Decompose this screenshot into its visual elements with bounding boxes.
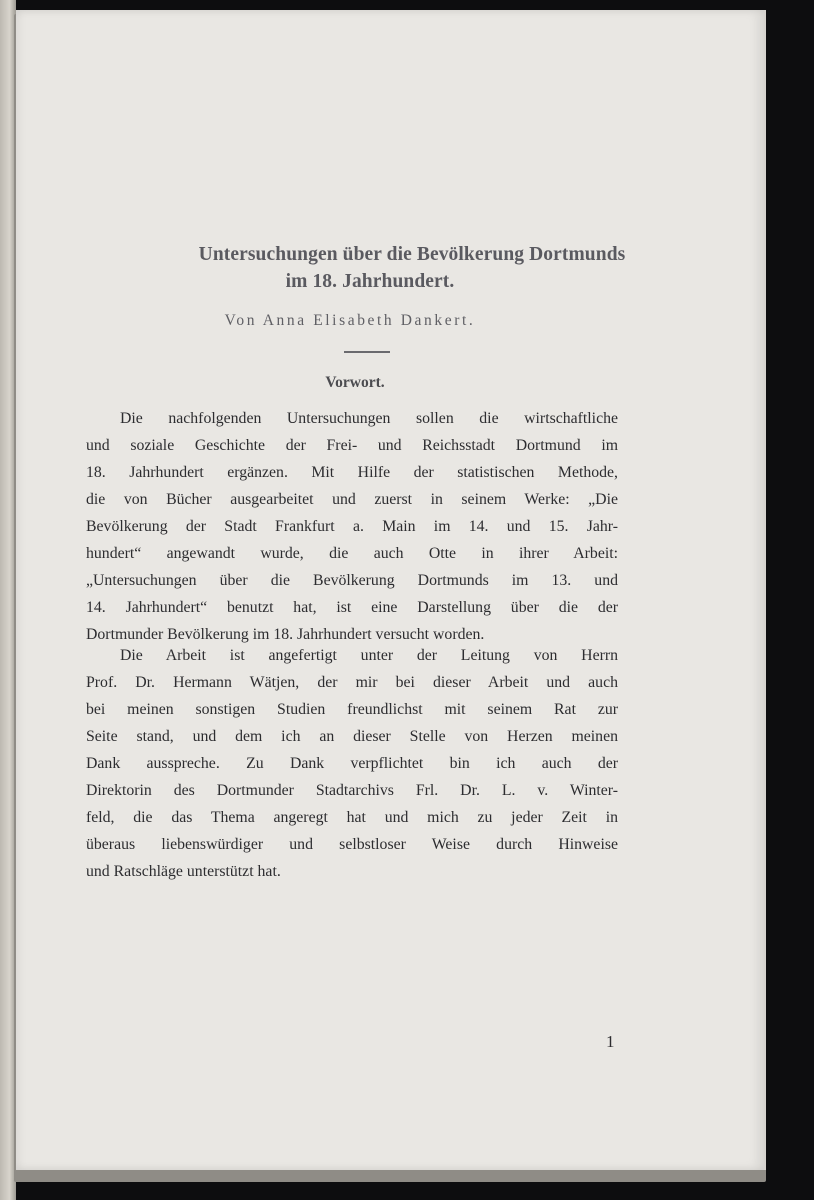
title-line-1: Untersuchungen über die Bevölkerung Dortmunds — [198, 244, 626, 265]
page-number: 1 — [606, 1032, 615, 1051]
separator-rule — [344, 351, 390, 353]
paragraph-line: Seite stand, und dem ich an dieser Stelle von Herzen meinen — [86, 728, 618, 745]
title-line-2: im 18. Jahrhundert. — [285, 271, 455, 292]
section-heading: Vorwort. — [325, 374, 385, 391]
paragraph-line: Bevölkerung der Stadt Frankfurt a. Main im 14. und 15. Jahr- — [86, 518, 618, 535]
paragraph-line: Dank ausspreche. Zu Dank verpflichtet bin ich auch der — [86, 755, 618, 772]
paragraph-line: und Ratschläge unterstützt hat. — [86, 863, 281, 880]
paragraph-1 — [86, 405, 618, 648]
paragraph-line: Dortmunder Bevölkerung im 18. Jahrhundert versucht worden. — [86, 626, 485, 643]
paragraph-2 — [86, 642, 618, 885]
paragraph-line: 14. Jahrhundert“ benutzt hat, ist eine Darstellung über die der — [86, 599, 618, 616]
paragraph-line: die von Bücher ausgearbeitet und zuerst in seinem Werke: „Die — [86, 491, 618, 508]
paragraph-line: 18. Jahrhundert ergänzen. Mit Hilfe der statistischen Methode, — [86, 464, 618, 481]
paragraph-line: Die Arbeit ist angefertigt unter der Leitung von Herrn — [120, 647, 618, 664]
paragraph-line: überaus liebenswürdiger und selbstloser Weise durch Hinweise — [86, 836, 618, 853]
paragraph-line: und soziale Geschichte der Frei- und Reichsstadt Dortmund im — [86, 437, 618, 454]
paragraph-line: „Untersuchungen über die Bevölkerung Dortmunds im 13. und — [86, 572, 618, 589]
paragraph-line: Die nachfolgenden Untersuchungen sollen die wirtschaftliche — [120, 410, 618, 427]
paragraph-line: hundert“ angewandt wurde, die auch Otte in ihrer Arbeit: — [86, 545, 618, 562]
document-page — [16, 10, 766, 1170]
paragraph-line: bei meinen sonstigen Studien freundlichst mit seinem Rat zur — [86, 701, 618, 718]
author-line: Von Anna Elisabeth Dankert. — [224, 312, 476, 329]
paragraph-line: Prof. Dr. Hermann Wätjen, der mir bei dieser Arbeit und auch — [86, 674, 618, 691]
paragraph-line: Direktorin des Dortmunder Stadtarchivs Frl. Dr. L. v. Winter- — [86, 782, 618, 799]
paragraph-line: feld, die das Thema angeregt hat und mich zu jeder Zeit in — [86, 809, 618, 826]
